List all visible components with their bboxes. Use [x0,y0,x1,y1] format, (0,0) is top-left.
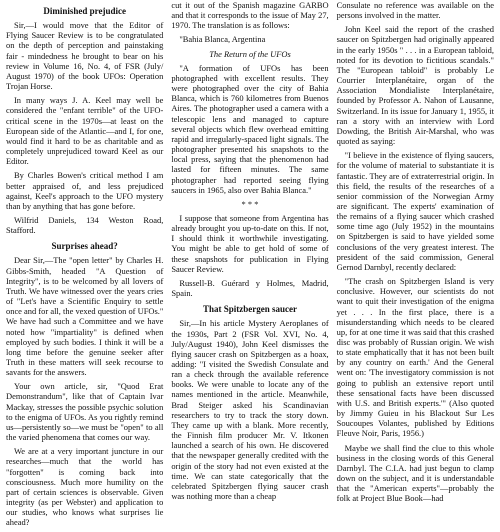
letter-heading-spitzbergen-saucer: That Spitzbergen saucer [202,304,297,315]
letter-paragraph: Consulate no reference was available on the persons involved in the matter. [336,0,494,21]
letter-paragraph: "Bahia Blanca, Argentina [179,34,266,45]
letter-paragraph: John Keel said the report of the crashed saucer on Spitzbergen had originally appeared in the early 1950s " . . . in a European tabloid, noted for its devotion to fictitious scandals." The "European tabloid" is probably Le Courrier Interplanétaire, organ of the Association Mondialiste Interplanétaire, founded by Professor A. Nahon of Lausanne, Switzerland. In its issue for January 1, 1955, it ran a story with an interview with Lord Dowding, the British Air-Marshal, who was quoted as saying: [336,24,494,147]
letter-paragraph: Your own article, sir, "Quod Erat Demonstrandum", like that of Captain Ivar Mackay, stresses the possible psychic solution to the enigma of UFOs. As you rightly remind us—persistently so—we must be "open" to all the varied phenomena that comes our way. [6,381,164,443]
letter-paragraph: Sir,—I would move that the Editor of Flying Saucer Review is to be congratulated on the depth of perception and painstaking fair - mindedness he brought to bear on his review in Volume 16, No. 4, of FSR (July/ August 1970) of the book UFOs: Operation Trojan Horse. [6,20,164,92]
letter-paragraph: Dear Sir,—The "open letter" by Charles H. Gibbs-Smith, headed "A Question of Integrity", is to be welcomed by all lovers of Truth. We have witnessed over the years cries of "Let's have a Scientific Enquiry to settle once and for all, the vexed question of UFOs." We have had such a Committee and we have noted how "impartiality" is defined when employed by such bodies. I think it will be a long time before the genuine seeker after Truth in these matters will seek recourse to savants for the answers. [6,255,164,378]
letter-paragraph: Maybe we shall find the clue to this whole business in the closing words of this General Darnbyl. The C.I.A. had just begun to clamp down on the subject, and it is understandable that the "American experts"—probably the folk at Project Blue Book—had [336,442,494,504]
letter-paragraph: "The crash on Spitzbergen Island is very conclusive. However, our scientists do not want to quit their investigation of the enigma yet . . . In the first place, there is a misunderstanding which needs to be cleared up, for at one time it was said that this crashed disc was probably of Russian origin. We wish to state emphatically that it has not been built by any country on earth.' And the General went on: 'The investigatory commission is not going to publish an extensive report until these sensational facts have been discussed with U.S. and British experts.'" (Also quoted by Jimmy Guieu in his Blackout Sur Les Soucoupes Volantes, published by Editions Fleuve Noir, Paris, 1956.) [336,276,494,439]
letter-paragraph: "I believe in the existence of flying saucers, for the volume of material to substantiate it is fantastic. They are of extraterrestrial origin. In this field, the results of the researches of a senior commission of the Norwegian Army are significant. The experts' examination of the remains of a flying saucer which crashed some time ago (July 1952) in the mountains on Spitzbergen is said to have yielded some conclusions of the very greatest interest. The president of the said commission, General Gernod Darnbyl, recently declared: [336,150,494,272]
letter-paragraph: cut it out of the Spanish magazine GARBO and that it corresponds to the issue of May 27, 1970. The translation is as follows: [171,0,329,31]
letter-signature: Russell-B. Guérard y Holmes, Madrid, Spain. [171,277,329,299]
letter-paragraph: In many ways J. A. Keel may well be considered the "enfant terrible" of the UFO-critical scene in the 1970s—at least on the European side of the Atlantic—and I, for one, would find it hard to be as charitable and as completely unprejudiced toward Keel as our Editor. [6,95,164,167]
letter-heading-diminished-prejudice: Diminished prejudice [43,6,126,16]
column-2 [171,0,328,532]
column-1 [6,0,163,532]
quoted-subheading: The Return of the UFOs [209,48,291,59]
letter-paragraph: We are at a very important juncture in our researches—much that the world has "forgotten" is coming back into consciousness. Much more humility on the part of certain sciences is observable. Given integrity (as per Webster) and application to our studies, who knows what surprises lie ahead? [6,446,164,528]
letter-paragraph: Sir,—In his article Mystery Aeroplanes of the 1930s, Part 2 (FSR Vol. XVI, No. 4, July/August 1940), John Keel dismisses the flying saucer crash on Spitzbergen as a hoax, adding: "I visited the Swedish Consulate and ran a check through the available reference books. We were unable to locate any of the names mentioned in the article. Meanwhile, Brad Steiger asked his Scandinavian researchers to try to track the story down. They came up with a blank. More recently, the Finnish film producer Mr. V. Itkonen launched a search of his own. He discovered that the newspaper generally credited with the origin of the story had not even existed at the time. We can state categorically that the celebrated Spitzbergen flying saucer crash was nothing more than a cheap [171,318,329,502]
column-3 [337,0,494,532]
letter-paragraph: By Charles Bowen's critical method I am better appraised of, and less prejudiced against, Keel's approach to the UFO mystery than by anything that has gone before. [6,170,164,211]
letter-paragraph: "A formation of UFOs has been photographed with excellent results. They were photographed over the city of Bahia Blanca, which is 760 kilometres from Buenos Aires. The photographer used a camera with a telescopic lens and managed to capture several objects which flew overhead emitting rapid and irregularly-spaced light signals. The photographer presented his snapshots to the local press, saying that the phenomenon had lasted for fifteen minutes. The same photographer had reported seeing flying saucers in 1965, also over Bahia Blanca." [171,62,329,195]
letter-signature: Wilfrid Daniels, 134 Weston Road, Stafford. [6,214,164,236]
letter-heading-surprises-ahead: Surprises ahead? [51,241,118,252]
letter-paragraph: I suppose that someone from Argentina has already brought you up-to-date on this. If not, I should think it worthwhile investigating. You might be able to get hold of some of these snapshots for publication in Flying Saucer Review. [171,212,329,274]
section-separator: * * * [241,198,259,209]
letters-columns [6,0,494,528]
